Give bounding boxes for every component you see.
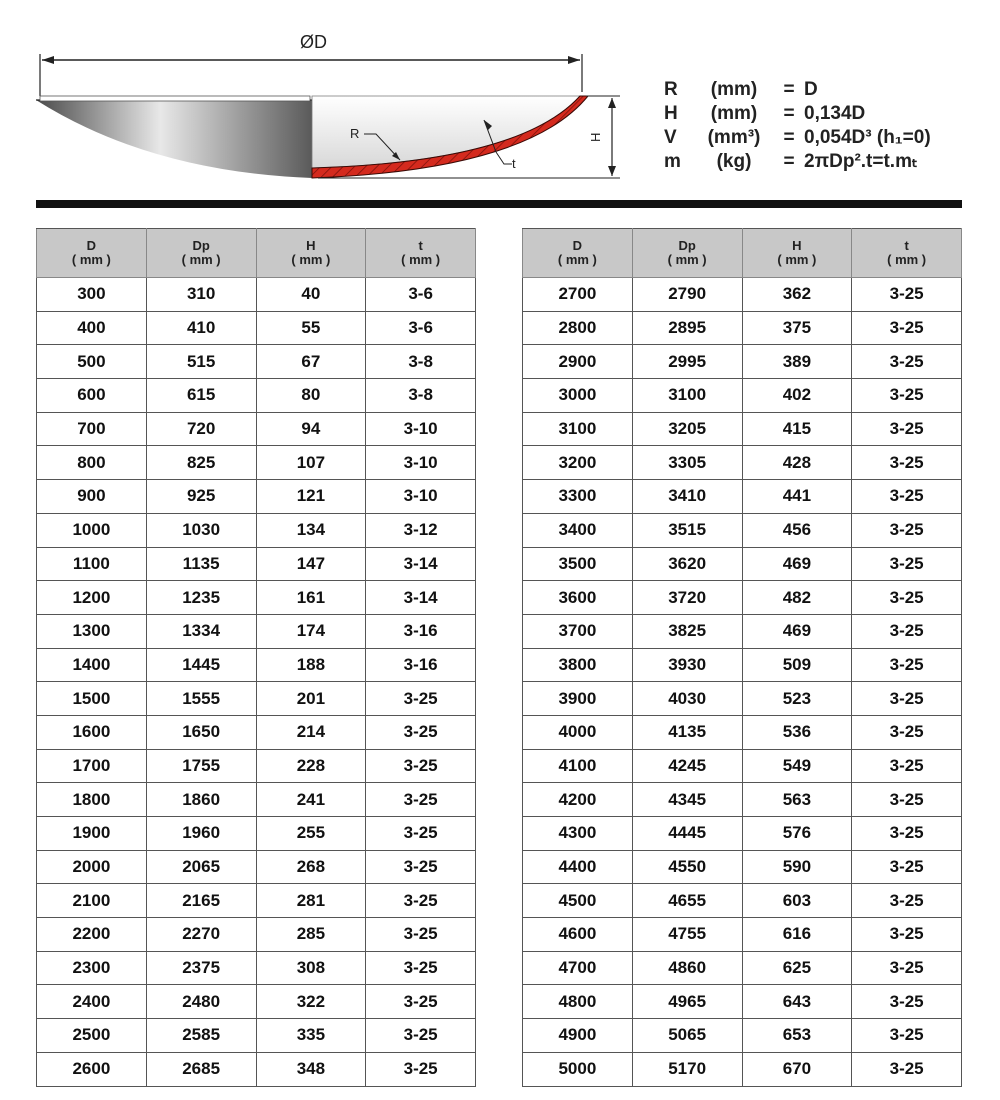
table-cell: 3700	[523, 614, 633, 648]
table-cell: 3-10	[366, 446, 476, 480]
table-cell: 3-25	[366, 817, 476, 851]
table-cell: 3-25	[852, 850, 962, 884]
table-cell: 1300	[37, 614, 147, 648]
table-cell: 1700	[37, 749, 147, 783]
table-cell: 2700	[523, 278, 633, 312]
table-cell: 4030	[632, 682, 742, 716]
table-cell: 700	[37, 412, 147, 446]
table-row	[37, 682, 476, 716]
table-row	[37, 715, 476, 749]
table-cell: 1000	[37, 513, 147, 547]
table-cell: 147	[256, 547, 366, 581]
table-row	[523, 614, 962, 648]
table-cell: 228	[256, 749, 366, 783]
table-cell: 4700	[523, 951, 633, 985]
table-cell: 3-25	[852, 379, 962, 413]
table-cell: 281	[256, 884, 366, 918]
dimensions-table-left	[36, 228, 476, 1087]
table-cell: 214	[256, 715, 366, 749]
table-row	[37, 783, 476, 817]
table-cell: 1900	[37, 817, 147, 851]
column-header-name: H	[306, 238, 316, 253]
table-row	[523, 581, 962, 615]
table-cell: 3-25	[366, 918, 476, 952]
table-cell: 3-25	[852, 278, 962, 312]
table-row	[37, 951, 476, 985]
column-header-unit: ( mm )	[401, 252, 441, 267]
table-cell: 4245	[632, 749, 742, 783]
diameter-dimension	[40, 32, 582, 96]
table-cell: 549	[742, 749, 852, 783]
table-cell: 241	[256, 783, 366, 817]
formula-unit: (kg)	[716, 151, 752, 172]
table-cell: 389	[742, 345, 852, 379]
table-cell: 3305	[632, 446, 742, 480]
table-cell: 1135	[146, 547, 256, 581]
table-cell: 4500	[523, 884, 633, 918]
table-cell: 825	[146, 446, 256, 480]
table-cell: 1650	[146, 715, 256, 749]
table-cell: 1235	[146, 581, 256, 615]
table-cell: 3-25	[852, 918, 962, 952]
table-cell: 2000	[37, 850, 147, 884]
table-cell: 2270	[146, 918, 256, 952]
table-cell: 1860	[146, 783, 256, 817]
table-cell: 188	[256, 648, 366, 682]
table-cell: 3-14	[366, 547, 476, 581]
table-cell: 563	[742, 783, 852, 817]
table-cell: 482	[742, 581, 852, 615]
table-cell: 1445	[146, 648, 256, 682]
table-cell: 456	[742, 513, 852, 547]
formula-symbol: V	[664, 127, 677, 148]
table-cell: 4965	[632, 985, 742, 1019]
column-header-unit: ( mm )	[71, 252, 111, 267]
table-cell: 3300	[523, 480, 633, 514]
table-cell: 4400	[523, 850, 633, 884]
formula-unit: (mm)	[710, 103, 758, 124]
table-cell: 134	[256, 513, 366, 547]
table-cell: 1960	[146, 817, 256, 851]
table-cell: 2375	[146, 951, 256, 985]
table-cell: 615	[146, 379, 256, 413]
column-header-name: t	[418, 238, 423, 253]
column-header-name: H	[792, 238, 802, 253]
table-row	[37, 480, 476, 514]
table-row	[37, 379, 476, 413]
table-cell: 4135	[632, 715, 742, 749]
table-cell: 3-25	[366, 951, 476, 985]
table-row	[37, 884, 476, 918]
table-cell: 3-25	[852, 446, 962, 480]
table-cell: 1400	[37, 648, 147, 682]
table-row	[37, 1019, 476, 1053]
table-cell: 335	[256, 1019, 366, 1053]
formula-value: 0,054D³ (h₁=0)	[804, 127, 931, 148]
table-cell: 4200	[523, 783, 633, 817]
table-row	[37, 985, 476, 1019]
table-cell: 2895	[632, 311, 742, 345]
formula-unit: (mm)	[710, 79, 758, 100]
formula-equals: =	[783, 151, 795, 172]
column-header-name: Dp	[192, 238, 210, 253]
column-header	[366, 229, 476, 278]
table-cell: 55	[256, 311, 366, 345]
column-header-name: t	[904, 238, 909, 253]
table-cell: 2995	[632, 345, 742, 379]
table-header-row	[37, 229, 476, 278]
table-row	[523, 850, 962, 884]
table-cell: 3500	[523, 547, 633, 581]
table-cell: 4755	[632, 918, 742, 952]
table-cell: 2585	[146, 1019, 256, 1053]
table-cell: 3-10	[366, 412, 476, 446]
table-cell: 174	[256, 614, 366, 648]
column-header	[256, 229, 366, 278]
table-cell: 2165	[146, 884, 256, 918]
table-row	[523, 884, 962, 918]
table-cell: 3-25	[852, 985, 962, 1019]
table-cell: 3-6	[366, 278, 476, 312]
table-row	[523, 918, 962, 952]
table-cell: 3-8	[366, 379, 476, 413]
table-cell: 428	[742, 446, 852, 480]
table-cell: 3-25	[852, 783, 962, 817]
table-cell: 469	[742, 614, 852, 648]
column-header-unit: ( mm )	[291, 252, 331, 267]
table-cell: 2065	[146, 850, 256, 884]
column-header-unit: ( mm )	[777, 252, 817, 267]
table-cell: 410	[146, 311, 256, 345]
table-cell: 441	[742, 480, 852, 514]
table-cell: 4000	[523, 715, 633, 749]
table-cell: 3-25	[852, 1019, 962, 1053]
table-row	[523, 480, 962, 514]
table-row	[37, 446, 476, 480]
table-cell: 40	[256, 278, 366, 312]
table-cell: 925	[146, 480, 256, 514]
table-cell: 2600	[37, 1052, 147, 1086]
table-row	[37, 278, 476, 312]
formula-row	[664, 78, 931, 102]
separator-rule	[36, 200, 962, 208]
table-cell: 1200	[37, 581, 147, 615]
formula-symbol: m	[664, 151, 681, 172]
table-cell: 1755	[146, 749, 256, 783]
table-cell: 3-25	[852, 412, 962, 446]
table-cell: 3200	[523, 446, 633, 480]
table-cell: 4345	[632, 783, 742, 817]
formula-value: D	[804, 79, 818, 100]
table-cell: 3-25	[852, 817, 962, 851]
table-cell: 576	[742, 817, 852, 851]
table-cell: 643	[742, 985, 852, 1019]
table-row	[523, 951, 962, 985]
table-cell: 3-25	[366, 1019, 476, 1053]
table-cell: 536	[742, 715, 852, 749]
table-row	[37, 513, 476, 547]
table-cell: 5170	[632, 1052, 742, 1086]
table-row	[37, 850, 476, 884]
table-cell: 3-25	[366, 850, 476, 884]
head-exterior	[36, 100, 312, 178]
table-cell: 3800	[523, 648, 633, 682]
table-cell: 3-25	[366, 715, 476, 749]
table-cell: 402	[742, 379, 852, 413]
table-cell: 310	[146, 278, 256, 312]
table-row	[523, 412, 962, 446]
table-row	[523, 278, 962, 312]
table-cell: 3515	[632, 513, 742, 547]
table-cell: 3-16	[366, 614, 476, 648]
table-row	[523, 783, 962, 817]
column-header-unit: ( mm )	[667, 252, 707, 267]
formula-symbol: H	[664, 103, 678, 124]
table-cell: 3-25	[852, 614, 962, 648]
table-cell: 3-25	[366, 749, 476, 783]
column-header	[523, 229, 633, 278]
table-row	[37, 648, 476, 682]
table-cell: 375	[742, 311, 852, 345]
column-header	[852, 229, 962, 278]
radius-label: R	[350, 126, 360, 141]
table-cell: 3-25	[366, 783, 476, 817]
table-cell: 2900	[523, 345, 633, 379]
table-cell: 3825	[632, 614, 742, 648]
table-cell: 625	[742, 951, 852, 985]
table-cell: 3600	[523, 581, 633, 615]
table-cell: 603	[742, 884, 852, 918]
table-cell: 4860	[632, 951, 742, 985]
column-header-name: D	[572, 238, 583, 253]
table-cell: 3000	[523, 379, 633, 413]
table-cell: 4655	[632, 884, 742, 918]
table-cell: 161	[256, 581, 366, 615]
column-header	[146, 229, 256, 278]
table-cell: 4100	[523, 749, 633, 783]
table-cell: 67	[256, 345, 366, 379]
column-header	[37, 229, 147, 278]
table-cell: 2500	[37, 1019, 147, 1053]
table-cell: 1600	[37, 715, 147, 749]
table-row	[37, 918, 476, 952]
table-cell: 3-14	[366, 581, 476, 615]
formula-equals: =	[783, 79, 795, 100]
table-cell: 3-16	[366, 648, 476, 682]
table-cell: 3-25	[366, 682, 476, 716]
table-cell: 4300	[523, 817, 633, 851]
table-row	[523, 1052, 962, 1086]
table-cell: 4550	[632, 850, 742, 884]
dimensions-table-right	[522, 228, 962, 1087]
table-cell: 500	[37, 345, 147, 379]
table-cell: 616	[742, 918, 852, 952]
formula-symbol: R	[664, 79, 678, 100]
table-row	[523, 648, 962, 682]
table-row	[37, 1052, 476, 1086]
table-row	[37, 817, 476, 851]
formula-value: 2πDp².t=t.mₜ	[804, 151, 918, 172]
table-cell: 1555	[146, 682, 256, 716]
table-cell: 3-25	[852, 715, 962, 749]
table-cell: 415	[742, 412, 852, 446]
table-cell: 1500	[37, 682, 147, 716]
table-cell: 362	[742, 278, 852, 312]
table-cell: 3100	[523, 412, 633, 446]
table-row	[523, 446, 962, 480]
table-cell: 670	[742, 1052, 852, 1086]
table-cell: 469	[742, 547, 852, 581]
table-cell: 3-25	[366, 884, 476, 918]
table-row	[523, 345, 962, 379]
table-cell: 3-25	[852, 648, 962, 682]
table-cell: 3-25	[366, 1052, 476, 1086]
formula-unit: (mm³)	[707, 127, 761, 148]
table-cell: 4900	[523, 1019, 633, 1053]
table-row	[37, 412, 476, 446]
column-header-name: D	[86, 238, 97, 253]
table-cell: 3-25	[852, 951, 962, 985]
table-cell: 590	[742, 850, 852, 884]
table-cell: 201	[256, 682, 366, 716]
table-cell: 3-25	[852, 749, 962, 783]
diameter-label: ØD	[300, 32, 327, 52]
table-row	[523, 985, 962, 1019]
table-cell: 3100	[632, 379, 742, 413]
table-cell: 3-25	[852, 682, 962, 716]
table-row	[523, 513, 962, 547]
table-cell: 3620	[632, 547, 742, 581]
table-row	[523, 1019, 962, 1053]
table-cell: 2790	[632, 278, 742, 312]
formula-row	[664, 150, 931, 174]
table-row	[37, 311, 476, 345]
table-cell: 523	[742, 682, 852, 716]
table-cell: 300	[37, 278, 147, 312]
table-cell: 348	[256, 1052, 366, 1086]
table-row	[523, 749, 962, 783]
column-header-unit: ( mm )	[557, 252, 597, 267]
table-cell: 285	[256, 918, 366, 952]
table-row	[37, 614, 476, 648]
table-cell: 3-8	[366, 345, 476, 379]
column-header	[742, 229, 852, 278]
table-cell: 2100	[37, 884, 147, 918]
table-cell: 322	[256, 985, 366, 1019]
table-cell: 3410	[632, 480, 742, 514]
table-row	[37, 547, 476, 581]
table-cell: 653	[742, 1019, 852, 1053]
table-cell: 94	[256, 412, 366, 446]
column-header-unit: ( mm )	[181, 252, 221, 267]
table-cell: 720	[146, 412, 256, 446]
table-cell: 600	[37, 379, 147, 413]
table-cell: 900	[37, 480, 147, 514]
table-cell: 3-25	[852, 547, 962, 581]
table-cell: 515	[146, 345, 256, 379]
table-cell: 2800	[523, 311, 633, 345]
table-cell: 3-25	[852, 581, 962, 615]
table-row	[523, 547, 962, 581]
table-cell: 400	[37, 311, 147, 345]
table-cell: 1100	[37, 547, 147, 581]
formula-row	[664, 102, 931, 126]
table-row	[523, 715, 962, 749]
table-cell: 1800	[37, 783, 147, 817]
table-cell: 4445	[632, 817, 742, 851]
table-row	[37, 581, 476, 615]
table-cell: 3-25	[852, 1052, 962, 1086]
table-cell: 1030	[146, 513, 256, 547]
table-cell: 255	[256, 817, 366, 851]
table-cell: 3900	[523, 682, 633, 716]
table-cell: 80	[256, 379, 366, 413]
table-cell: 3-25	[852, 480, 962, 514]
formula-equals: =	[783, 103, 795, 124]
table-cell: 2400	[37, 985, 147, 1019]
table-cell: 3-10	[366, 480, 476, 514]
table-cell: 3720	[632, 581, 742, 615]
column-header-unit: ( mm )	[887, 252, 927, 267]
table-cell: 2685	[146, 1052, 256, 1086]
table-cell: 3930	[632, 648, 742, 682]
table-cell: 107	[256, 446, 366, 480]
table-cell: 121	[256, 480, 366, 514]
table-cell: 5000	[523, 1052, 633, 1086]
table-row	[523, 379, 962, 413]
table-cell: 1334	[146, 614, 256, 648]
table-row	[523, 311, 962, 345]
table-cell: 509	[742, 648, 852, 682]
height-label: H	[588, 132, 603, 142]
table-cell: 3-25	[852, 345, 962, 379]
table-row	[523, 682, 962, 716]
formula-list	[664, 78, 931, 174]
table-row	[37, 749, 476, 783]
table-cell: 308	[256, 951, 366, 985]
column-header	[632, 229, 742, 278]
table-cell: 5065	[632, 1019, 742, 1053]
table-cell: 3205	[632, 412, 742, 446]
table-header-row	[523, 229, 962, 278]
formula-row	[664, 126, 931, 150]
table-cell: 2480	[146, 985, 256, 1019]
table-cell: 3-25	[366, 985, 476, 1019]
table-row	[523, 817, 962, 851]
table-cell: 268	[256, 850, 366, 884]
table-cell: 3400	[523, 513, 633, 547]
thickness-label: t	[512, 156, 516, 171]
table-cell: 3-25	[852, 884, 962, 918]
table-row	[37, 345, 476, 379]
formula-value: 0,134D	[804, 103, 866, 124]
column-header-name: Dp	[678, 238, 696, 253]
table-cell: 3-12	[366, 513, 476, 547]
formula-equals: =	[783, 127, 795, 148]
table-cell: 3-6	[366, 311, 476, 345]
table-cell: 3-25	[852, 311, 962, 345]
table-cell: 2200	[37, 918, 147, 952]
table-cell: 4800	[523, 985, 633, 1019]
table-cell: 3-25	[852, 513, 962, 547]
table-cell: 800	[37, 446, 147, 480]
table-cell: 4600	[523, 918, 633, 952]
table-cell: 2300	[37, 951, 147, 985]
